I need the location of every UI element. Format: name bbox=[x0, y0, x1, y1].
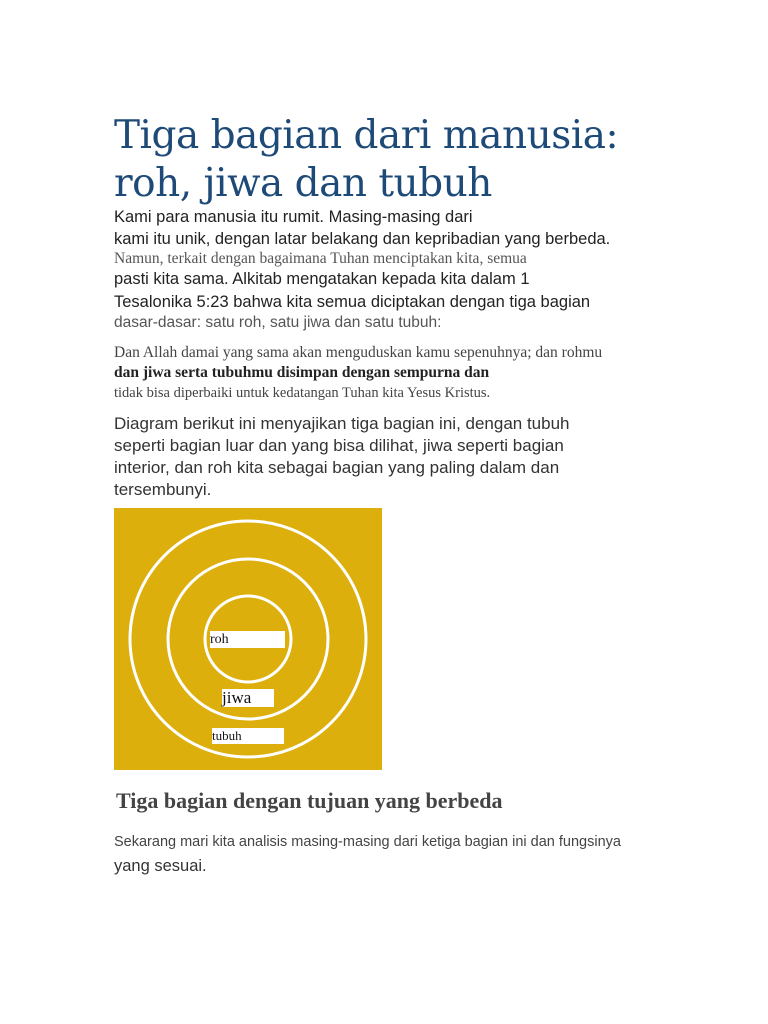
intro-line-4: pasti kita sama. Alkitab mengatakan kepada kita dalam 1 bbox=[114, 270, 530, 288]
diagram-text-line-2: seperti bagian luar dan yang bisa dilihat, jiwa seperti bagian bbox=[114, 436, 564, 455]
diagram-text-line-4: tersembunyi. bbox=[114, 480, 212, 499]
label-jiwa: jiwa bbox=[222, 689, 274, 707]
page-title bbox=[114, 112, 714, 208]
section-text-line-1: Sekarang mari kita analisis masing-masing dari ketiga bagian ini dan fungsinya bbox=[114, 834, 621, 850]
label-tubuh: tubuh bbox=[212, 728, 284, 744]
diagram-text-line-3: interior, dan roh kita sebagai bagian yang paling dalam dan bbox=[114, 458, 560, 477]
diagram-text-line-1: Diagram berikut ini menyajikan tiga bagian ini, dengan tubuh bbox=[114, 414, 570, 433]
intro-line-5: Tesalonika 5:23 bahwa kita semua diciptakan dengan tiga bagian bbox=[114, 293, 591, 311]
three-parts-diagram bbox=[114, 508, 382, 770]
intro-line-3: Namun, terkait dengan bagaimana Tuhan menciptakan kita, semua bbox=[114, 250, 527, 267]
quote-line-3: tidak bisa diperbaiki untuk kedatangan Tuhan kita Yesus Kristus. bbox=[114, 385, 491, 401]
label-roh: roh bbox=[210, 631, 285, 648]
title-line-1: Tiga bagian dari manusia: bbox=[114, 113, 619, 158]
intro-line-1: Kami para manusia itu rumit. Masing-masing dari bbox=[114, 208, 473, 226]
quote-line-2: dan jiwa serta tubuhmu disimpan dengan sempurna dan bbox=[114, 364, 490, 381]
intro-line-6: dasar-dasar: satu roh, satu jiwa dan satu tubuh: bbox=[114, 314, 442, 331]
section-heading: Tiga bagian dengan tujuan yang berbeda bbox=[116, 788, 503, 813]
intro-line-2: kami itu unik, dengan latar belakang dan kepribadian yang berbeda. bbox=[114, 230, 611, 248]
quote-line-1: Dan Allah damai yang sama akan menguduskan kamu sepenuhnya; dan rohmu bbox=[114, 344, 603, 361]
section-text-line-2: yang sesuai. bbox=[114, 857, 207, 875]
title-line-2: roh, jiwa dan tubuh bbox=[114, 161, 492, 206]
